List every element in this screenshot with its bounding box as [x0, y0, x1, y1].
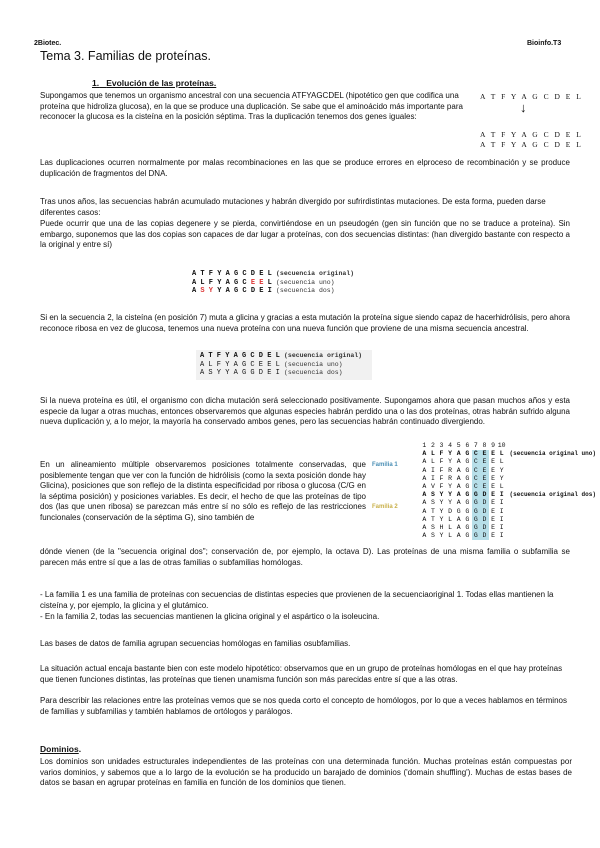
alignment-residue: G — [465, 532, 470, 540]
alignment-residue: G — [472, 508, 481, 516]
alignment-residue: E — [491, 482, 495, 490]
alignment-residue: A — [422, 532, 427, 540]
fig2-seq: A S Y Y A G G D E I — [200, 369, 280, 378]
alignment-residue: S — [430, 523, 435, 531]
alignment-residue: S — [430, 532, 435, 540]
alignment-residue: T — [430, 507, 435, 515]
fig2-seq: A T F Y A G C D E L — [200, 352, 280, 360]
alignment-position-number: 9 — [491, 442, 495, 449]
alignment-residue: L — [430, 458, 435, 466]
alignment-residue: E — [491, 532, 495, 540]
family-1-label: Familia 1 — [372, 462, 398, 468]
alignment-residue: L — [499, 458, 504, 466]
fig2-row — [200, 361, 368, 370]
alignment-residue: L — [448, 515, 453, 523]
alignment-position-number: 3 — [439, 442, 444, 449]
sequence-figure-1 — [192, 270, 354, 296]
alignment-residue: Y — [439, 515, 444, 523]
fig2-label: (secuencia dos) — [284, 369, 343, 377]
fig1-seq: Y A G C D E I — [213, 287, 272, 296]
alignment-residue: A — [422, 450, 427, 458]
fig1-seq: A T F Y A G C D E L — [192, 270, 272, 278]
alignment-residue: D — [480, 524, 489, 532]
section-heading-dominios: Dominios. — [40, 744, 82, 754]
fig1-label: (secuencia original) — [276, 270, 355, 277]
dup-copy-two: A T F Y A G C D E L — [480, 140, 583, 149]
paragraph-alignment-continued: dónde vienen (de la "secuencia original dos"; conservación de, por ejemplo, la octava D). Las proteínas de una misma familia o subfamilia se parecen más entre sí que a las de otras familias o subfamilias homólogas. — [40, 547, 570, 567]
alignment-residue: I — [499, 491, 504, 499]
alignment-residue: L — [430, 450, 435, 458]
alignment-residue: G — [465, 491, 470, 499]
alignment-residue: S — [430, 499, 435, 507]
alignment-residue: Y — [448, 499, 453, 507]
page-title: Tema 3. Familias de proteínas. — [40, 49, 211, 63]
alignment-row-label: (secuencia original uno) — [505, 450, 596, 458]
alignment-residue: D — [480, 516, 489, 524]
alignment-residue: A — [422, 466, 427, 474]
family1-sequence-row — [420, 483, 596, 491]
alignment-residue: G — [465, 466, 470, 474]
alignment-residue: F — [439, 458, 444, 466]
fig1-row — [192, 279, 354, 288]
paragraph-duplications: Las duplicaciones ocurren normalmente por malas recombinaciones en las que se produce errores en elproceso de recombinación y se produce duplicación de fragmentos del DNA. — [40, 158, 570, 178]
alignment-position-number: 6 — [465, 442, 470, 449]
section-heading — [92, 78, 216, 88]
alignment-residue: G — [472, 516, 481, 524]
alignment-residue: E — [491, 515, 495, 523]
fig1-mutation: E E — [250, 278, 264, 287]
alignment-residue: G — [465, 523, 470, 531]
alignment-residue: E — [480, 475, 489, 483]
alignment-residue: E — [491, 507, 495, 515]
alignment-residue: Y — [439, 491, 444, 499]
alignment-position-number: 10 — [497, 442, 506, 449]
alignment-residue: G — [472, 491, 481, 499]
alignment-residue: A — [456, 499, 461, 507]
family1-sequence-row — [420, 467, 596, 475]
alignment-residue: I — [499, 523, 504, 531]
alignment-residue: A — [456, 482, 461, 490]
alignment-residue: F — [439, 474, 444, 482]
alignment-residue: E — [491, 523, 495, 531]
alignment-residue: G — [465, 507, 470, 515]
alignment-residue: D — [448, 507, 453, 515]
alignment-residue: F — [439, 482, 444, 490]
paragraph-intro: Supongamos que tenemos un organismo ancestral con una secuencia ATFYAGCDEL (hipotético gen que codifica una proteína que hidroliza glucosa), en la que se produce una duplicación. Se sabe que el aminoácido más importante para reconocer la glucosa es la cisteína en la posición séptima. Tras la duplicación tenemos dos genes iguales: — [40, 91, 463, 122]
fig1-label: (secuencia uno) — [276, 278, 335, 286]
alignment-position-number: 4 — [448, 442, 453, 449]
fig1-row — [192, 270, 354, 279]
alignment-residue: A — [456, 532, 461, 540]
alignment-residue: A — [456, 474, 461, 482]
down-arrow-icon: ↓ — [520, 100, 527, 115]
section-number: 1. — [92, 78, 100, 88]
dup-copy-one: A T F Y A G C D E L — [480, 130, 583, 139]
alignment-residue: R — [448, 466, 453, 474]
alignment-residue: G — [465, 450, 470, 458]
alignment-residue: Y — [448, 458, 453, 466]
dup-original-sequence: A T F Y A G C D E L — [480, 92, 583, 101]
alignment-residue: F — [439, 466, 444, 474]
paragraph-alignment: En un alineamiento múltiple observaremos posiciones totalmente conservadas, que posiblemente tengan que ver con la función de hidrólisis (como la sexta posición donde hay Glicina), posiciones que son reflejo de la distinta especificidad por ribosa o glucosa (C/G en la séptima posición) y posiciones variables. Es decir, el hecho de que las proteínas de tipo dos (las que unen ribosa) se parezcan más entre sí no sólo es reflejo de las restricciones funcionales (conservación de la séptima G), sino también de — [40, 460, 366, 522]
family2-sequence-row — [420, 508, 596, 516]
alignment-residue: H — [439, 523, 444, 531]
alignment-residue: I — [499, 515, 504, 523]
alignment-residue: D — [480, 499, 489, 507]
alignment-position-number: 8 — [482, 442, 487, 449]
alignment-residue: E — [491, 474, 495, 482]
alignment-residue: Y — [499, 474, 504, 482]
alignment-residue: R — [448, 474, 453, 482]
alignment-residue: G — [465, 499, 470, 507]
paragraph-orthologs: Para describir las relaciones entre las proteínas vemos que se nos queda corto el concepto de homólogos, por lo que a veces hablamos en términos de familias y subfamilias y también hablamos de ortólogos y parálogos. — [40, 696, 567, 716]
alignment-residue: A — [456, 515, 461, 523]
alignment-residue: G — [465, 482, 470, 490]
alignment-residue: G — [456, 507, 461, 515]
bullet-family-2: - En la familia 2, todas las secuencias mantienen la glicina original y el aspártico o la isoleucina. — [40, 612, 380, 621]
alignment-residue: L — [448, 523, 453, 531]
alignment-residue: Y — [439, 499, 444, 507]
alignment-residue: A — [456, 491, 461, 499]
alignment-position-number: 1 — [422, 442, 427, 449]
fig1-label: (secuencia dos) — [276, 287, 335, 295]
alignment-position-number: 2 — [430, 442, 435, 449]
alignment-residue: A — [422, 523, 427, 531]
alignment-residue: E — [480, 450, 489, 458]
dominios-title: Dominios — [40, 744, 79, 754]
alignment-residue: C — [472, 458, 481, 466]
family2-sequence-row — [420, 524, 596, 532]
fig2-row — [200, 369, 368, 378]
alignment-position-numbers — [420, 442, 596, 450]
alignment-residue: E — [491, 458, 495, 466]
alignment-residue: I — [430, 474, 435, 482]
alignment-residue: A — [422, 507, 427, 515]
alignment-residue: A — [456, 450, 461, 458]
alignment-residue: C — [472, 467, 481, 475]
family2-sequence-row — [420, 499, 596, 507]
paragraph-divergence: Tras unos años, las secuencias habrán acumulado mutaciones y habrán divergido por sufrirdistintas mutaciones. De esta forma, pueden darse diferentes casos: — [40, 197, 546, 217]
alignment-residue: Y — [499, 466, 504, 474]
header-left: 2Biotec. — [34, 40, 62, 47]
fig2-label: (secuencia original) — [284, 352, 363, 359]
alignment-residue: A — [456, 458, 461, 466]
family1-sequence-row — [420, 475, 596, 483]
alignment-residue: L — [499, 482, 504, 490]
alignment-residue: A — [456, 466, 461, 474]
alignment-residue: F — [439, 450, 444, 458]
paragraph-new-function: Si en la secuencia 2, la cisteína (en posición 7) muta a glicina y gracias a esta mutación la proteína sigue siendo capaz de hacerhidrólisis, pero ahora reconoce ribosa en vez de glucosa, tenemos una nueva proteína con una nueva función que proviene de una misma secuencia ancestral. — [40, 313, 570, 333]
alignment-residue: I — [499, 507, 504, 515]
alignment-residue: C — [472, 450, 481, 458]
paragraph-databases: Las bases de datos de familia agrupan secuencias homólogas en familias osubfamilias. — [40, 639, 351, 648]
section-title: Evolución de las proteínas. — [106, 78, 217, 88]
family1-sequence-row — [420, 450, 596, 458]
alignment-residue: E — [480, 458, 489, 466]
alignment-residue: S — [430, 491, 435, 499]
alignment-residue: G — [465, 474, 470, 482]
alignment-residue: D — [480, 532, 489, 540]
fig1-row — [192, 287, 354, 296]
alignment-residue: G — [472, 524, 481, 532]
alignment-figure — [372, 442, 596, 542]
fig1-seq: L — [263, 278, 272, 287]
alignment-residue: C — [472, 475, 481, 483]
alignment-residue: L — [499, 450, 504, 458]
alignment-residue: V — [430, 482, 435, 490]
alignment-residue: A — [422, 491, 427, 499]
alignment-residue: D — [480, 508, 489, 516]
alignment-residue: L — [448, 532, 453, 540]
sequence-figure-2 — [196, 350, 372, 380]
paragraph-current-situation: La situación actual encaja bastante bien con este modelo hipotético: observamos que en un grupo de proteínas homólogas en el que hay proteínas que tienen funciones distintas, las proteínas que tienen unamisma función son más parecidas entre sí que a las otras. — [40, 664, 563, 684]
alignment-residue: G — [472, 499, 481, 507]
fig1-seq: A L F Y A G C — [192, 278, 247, 287]
paragraph-pseudogene: Puede ocurrir que una de las copias degenere y se pierda, convirtiéndose en un pseudogén (gen sin función que no se traduce a proteína). Sin embargo, suponemos que las dos copias son capaces de dar lugar a proteínas, con dos secuencias distintas: (han divergido bastante con respecto a la original y entre sí) — [40, 219, 570, 250]
alignment-residue: Y — [448, 482, 453, 490]
alignment-residue: G — [472, 532, 481, 540]
alignment-residue: A — [422, 458, 427, 466]
alignment-residue: A — [456, 523, 461, 531]
alignment-residue: E — [491, 450, 495, 458]
alignment-grid — [420, 442, 596, 540]
alignment-residue: I — [499, 499, 504, 507]
family2-sequence-row — [420, 532, 596, 540]
fig1-seq: A — [192, 287, 201, 296]
paragraph-selection: Si la nueva proteína es útil, el organismo con dicha mutación será seleccionado positivamente. Supongamos ahora que pasan muchos años y esta especie da lugar a otras muchas, entonces observaremos que algunas especies habrán perdido una o las dos proteínas, otras habrán sufrido alguna nueva duplicación y, a lo mejor, la mayoría ha conservado ambos genes, pero las secuencias habrán continuado divergiendo. — [40, 396, 570, 427]
fig2-label: (secuencia uno) — [284, 360, 343, 368]
family1-sequence-row — [420, 458, 596, 466]
alignment-position-number: 7 — [473, 442, 478, 449]
alignment-residue: E — [480, 467, 489, 475]
alignment-residue: D — [480, 491, 489, 499]
alignment-residue: G — [465, 458, 470, 466]
alignment-residue: Y — [439, 532, 444, 540]
alignment-residue: I — [430, 466, 435, 474]
header-right: Bioinfo.T3 — [527, 40, 562, 47]
alignment-residue: A — [422, 482, 427, 490]
fig2-seq: A L F Y A G C E E L — [200, 360, 280, 369]
alignment-residue: Y — [439, 507, 444, 515]
alignment-residue: I — [499, 532, 504, 540]
alignment-residue: E — [491, 466, 495, 474]
alignment-residue: A — [422, 474, 427, 482]
alignment-position-number: 5 — [456, 442, 461, 449]
alignment-residue: G — [465, 515, 470, 523]
alignment-residue: E — [491, 491, 495, 499]
alignment-residue: E — [480, 483, 489, 491]
family2-sequence-row — [420, 491, 596, 499]
alignment-residue: E — [491, 499, 495, 507]
alignment-residue: Y — [448, 450, 453, 458]
family-2-label: Familia 2 — [372, 504, 398, 510]
alignment-residue: A — [422, 499, 427, 507]
alignment-row-label: (secuencia original dos) — [505, 491, 596, 499]
family2-sequence-row — [420, 516, 596, 524]
fig1-mutation: S Y — [200, 287, 214, 296]
bullet-family-1: - La familia 1 es una familia de proteínas con secuencias de distintas especies que provienen de la secuenciaoriginal 1. Todas ellas mantienen la cisteína y, por ejemplo, la glicina y el glutámico. — [40, 590, 554, 610]
alignment-residue: C — [472, 483, 481, 491]
paragraph-domains: Los dominios son unidades estructurales independientes de las proteínas con una determinada función. Muchas proteínas están compuestas por varios dominios, y sabemos que a lo largo de la evolución se ha producido un barajado de dominios ('domain shuffling'). Muchas de estas bases de datos se basan en agrupar proteínas en familia en función de los dominios que tienen. — [40, 757, 572, 788]
alignment-residue: T — [430, 515, 435, 523]
fig2-row — [200, 352, 368, 361]
alignment-residue: Y — [448, 491, 453, 499]
alignment-residue: A — [422, 515, 427, 523]
